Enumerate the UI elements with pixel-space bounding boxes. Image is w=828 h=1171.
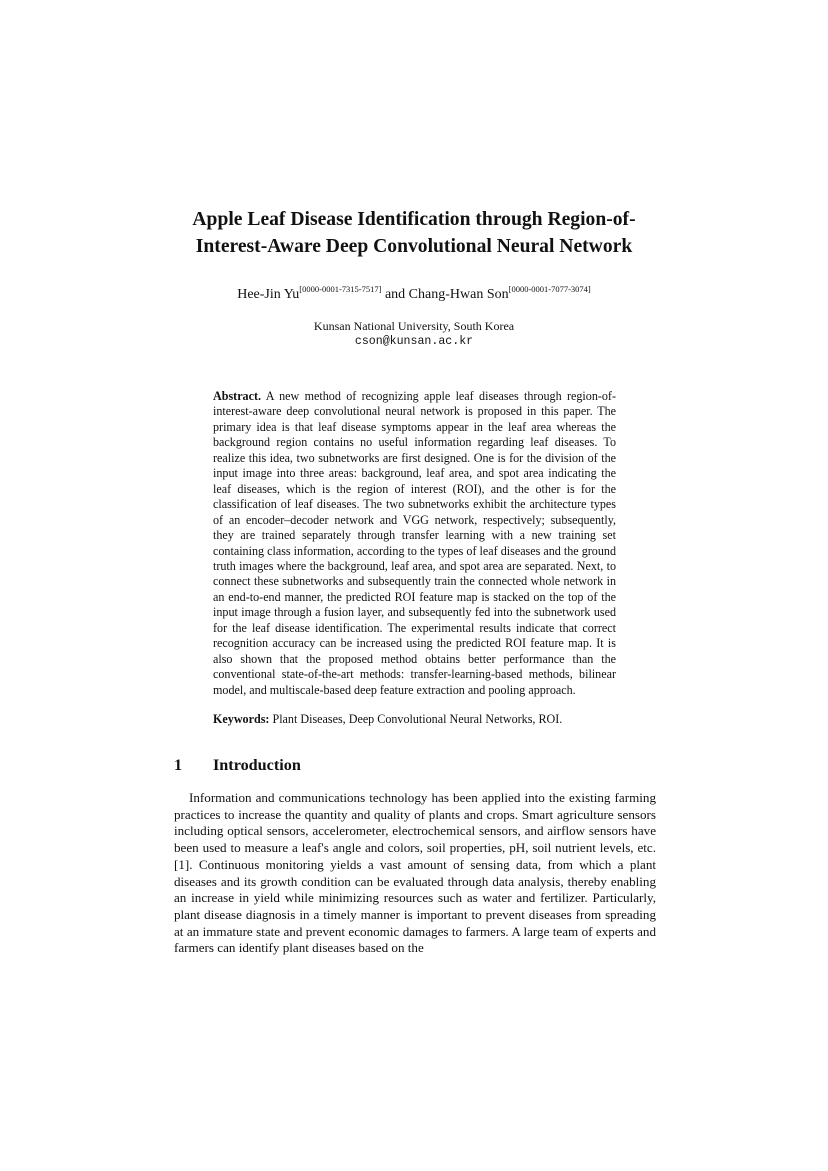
abstract-text: A new method of recognizing apple leaf diseases through region-of-interest-aware deep convolutional neural network is proposed in this paper. The primary idea is that leaf disease symptoms appear in the leaf area whereas the background region contains no useful information regarding leaf diseases. To realize this idea, two subnetworks are first designed. One is for the division of the input image into three areas: background, leaf area, and spot area indicating the leaf diseases, which is the region of interest (ROI), and the other is for the classification of leaf diseases. The two subnetworks exhibit the architecture types of an encoder–decoder network and VGG network, respectively; subsequently, they are trained separately through transfer learning with a new training set containing class information, according to the types of leaf diseases and the ground truth images where the background, leaf area, and spot area are separated. Next, to connect these subnetworks and subsequently train the connected whole network in an end-to-end manner, the predicted ROI feature map is stacked on the top of the input image through a fusion layer, and subsequently fed into the subnetwork used for the leaf disease identification. The experimental results indicate that correct recognition accuracy can be increased using the predicted ROI feature map. It is also shown that the proposed method obtains better performance than the conventional state-of-the-art methods: transfer-learning-based methods, bilinear model, and multiscale-based deep feature extraction and pooling approach.	[213, 389, 616, 697]
section-number: 1	[174, 756, 183, 774]
author-joiner: and	[381, 287, 409, 302]
keywords	[213, 711, 616, 727]
email-address: cson@kunsan.ac.kr	[354, 335, 474, 348]
paper-title	[150, 206, 678, 260]
abstract-label: Abstract.	[213, 389, 262, 403]
abstract	[213, 389, 616, 698]
author-2-orcid: [0000-0001-7077-3074]	[508, 284, 591, 294]
author-1-name: Hee-Jin Yu	[237, 287, 300, 302]
keywords-text: Plant Diseases, Deep Convolutional Neural Networks, ROI.	[272, 712, 563, 726]
affiliation: Kunsan National University, South Korea	[313, 319, 515, 333]
author-list	[150, 285, 678, 305]
section-title: Introduction	[213, 756, 301, 774]
section-heading-introduction	[174, 754, 301, 776]
paper-title-line-2: Interest-Aware Deep Convolutional Neural Network	[195, 236, 633, 257]
author-1-orcid: [0000-0001-7315-7517]	[299, 284, 382, 294]
author-2-name: Chang-Hwan Son	[408, 287, 509, 302]
introduction-paragraph: Information and communications technology has been applied into the existing farming practices to increase the quantity and quality of plants and crops. Smart agriculture sensors including optical sensors, accelerometer, electrochemical sensors, and airflow sensors have been used to measure a leaf's angle and colors, soil properties, pH, soil nutrient levels, etc. [1]. Continuous monitoring yields a vast amount of sensing data, from which a plant diseases and its growth condition can be evaluated through data analysis, thereby enabling an increase in yield while minimizing resources such as water and fertilizer. Particularly, plant disease diagnosis in a timely manner is important to prevent diseases from spreading at an immature state and prevent economic damages to farmers. A large team of experts and farmers can identify plant diseases based on the	[174, 790, 656, 956]
affiliation-block	[150, 318, 678, 350]
keywords-label: Keywords:	[213, 712, 270, 726]
paper-title-line-1: Apple Leaf Disease Identification through Region-of-	[192, 209, 636, 230]
